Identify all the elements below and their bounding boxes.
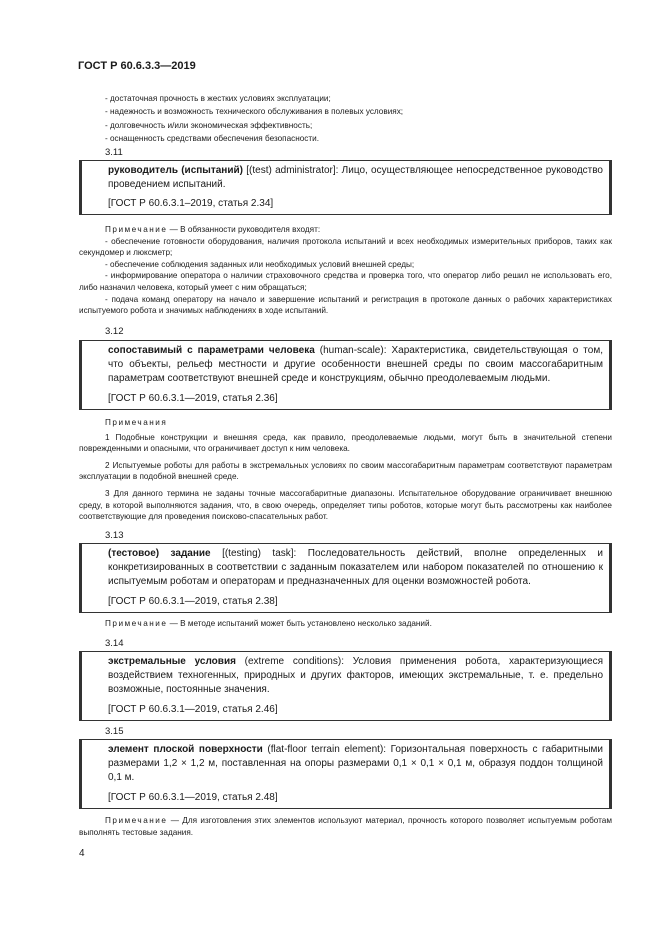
term-definition: (human-scale): Характеристика, свидетельствующая о том, что объекты, рельеф местности и другие особенности внешней среды по своим массогабаритным параметрам соответствуют внешней среде и конструкциям, обычно преодолеваемым людьми. (108, 345, 603, 385)
term-box (79, 543, 612, 613)
term-reference: [ГОСТ Р 60.6.3.1—2019, статья 2.36] (108, 392, 278, 404)
term-title: (тестовое) задание (108, 548, 211, 559)
term-number: 3.12 (105, 326, 124, 337)
term-number: 3.11 (105, 147, 123, 158)
term-number: 3.15 (105, 726, 124, 737)
note-item: - обеспечение соблюдения заданных или необходимых условий внешней среды; (105, 259, 415, 269)
term-definition: [(testing) task]: Последовательность действий, вполне определенных и конкретизированных в соответствии с заданным показателем или набором показателей по отношению к испытуемым роботам и операторам и предназначенных для оценки возможностей робота. (108, 548, 603, 588)
intro-list (105, 92, 595, 145)
note-item: - обеспечение готовности оборудования, наличия протокола испытаний и всех необходимых измерительных приборов, таких как секундомер и люксметр; (79, 236, 612, 258)
term-box (79, 739, 612, 809)
note-block (79, 224, 612, 317)
term-number: 3.13 (105, 530, 124, 541)
note-heading: Примечание (105, 225, 168, 234)
note-item: 1 Подобные конструкции и внешняя среда, как правило, преодолеваемые людьми, могут быть в значительной степени поврежденными и опасными, что ограничивает доступ к ним человека. (79, 432, 612, 454)
term-reference: [ГОСТ Р 60.6.3.1—2019, статья 2.38] (108, 595, 278, 607)
note-item: - информирование оператора о наличии страховочного средства и проверка того, что оператор либо решил не использовать его, либо назначил человека, который умеет с ним обращаться; (79, 271, 612, 292)
term-title: экстремальные условия (108, 656, 236, 667)
note-text: — Для изготовления этих элементов используют материал, прочность которого позволяет испытуемым роботам выполнять тестовые задания. (79, 816, 612, 837)
note-item: 2 Испытуемые роботы для работы в экстремальных условиях по своим массогабаритным параметрам соответствуют параметрам эксплуатации в подобной внешней среде. (79, 460, 612, 482)
list-item: - долговечность и/или экономическая эффективность; (105, 120, 313, 130)
term-box (79, 651, 612, 721)
note-heading: Примечание (105, 816, 168, 825)
term-box (79, 340, 612, 410)
term-definition: [(test) administrator]: Лицо, осуществляющее непосредственное руководство проведением испытаний. (108, 165, 603, 191)
note-heading: Примечание (105, 619, 168, 628)
term-reference: [ГОСТ Р 60.6.3.1—2019, статья 2.48] (108, 791, 278, 803)
note-text: — В обязанности руководителя входят: (167, 225, 321, 234)
term-title: элемент плоской поверхности (108, 744, 263, 755)
term-reference: [ГОСТ Р 60.6.3.1–2019, статья 2.34] (108, 198, 274, 210)
term-definition: (extreme conditions): Условия применения робота, характеризующиеся воздействием техногенных, природных и других факторов, имеющих экстремальные, т. е. предельно возможные, постоянные значения. (108, 656, 603, 696)
note-heading: Примечания (105, 418, 168, 427)
term-title: сопоставимый с параметрами человека (108, 345, 315, 356)
term-definition: (flat-floor terrain element): Горизонтальная поверхность с габаритными размерами 1,2 × 1,2 м, поставленная на опоры размерами 0,1 × 0,1 × 0,1 м, образуя поддон толщиной 0,1 м. (108, 744, 603, 784)
term-box (79, 160, 612, 215)
term-number: 3.14 (105, 638, 124, 649)
list-item: - надежность и возможность технического обслуживания в полевых условиях; (105, 107, 404, 117)
page-number: 4 (79, 848, 85, 859)
list-item: - достаточная прочность в жестких условиях эксплуатации; (105, 94, 331, 103)
term-reference: [ГОСТ Р 60.6.3.1—2019, статья 2.46] (108, 703, 278, 715)
term-title: руководитель (испытаний) (108, 165, 243, 176)
note-item: 3 Для данного термина не заданы точные массогабаритные диапазоны. Испытательное оборудование ограничивает внешнюю среду, в которой выполняются задания, что, в свою очередь, определяет типы роботов, которые могут быть рассмотрены как наиболее соответствующие для проведения поисково-спасательных работ. (79, 488, 612, 522)
note-block (79, 417, 612, 523)
note-item: - подача команд оператору на начало и завершение испытаний и регистрация в протоколе данных о рабочих характеристиках испытуемого робота и значимых наблюдениях в ходе испытаний. (79, 294, 612, 316)
document-header: ГОСТ Р 60.6.3.3—2019 (78, 60, 196, 72)
note-block (79, 815, 612, 838)
note-block (79, 618, 612, 630)
note-text: — В методе испытаний может быть установлено несколько заданий. (167, 619, 432, 628)
list-item: - оснащенность средствами обеспечения безопасности. (105, 133, 320, 143)
